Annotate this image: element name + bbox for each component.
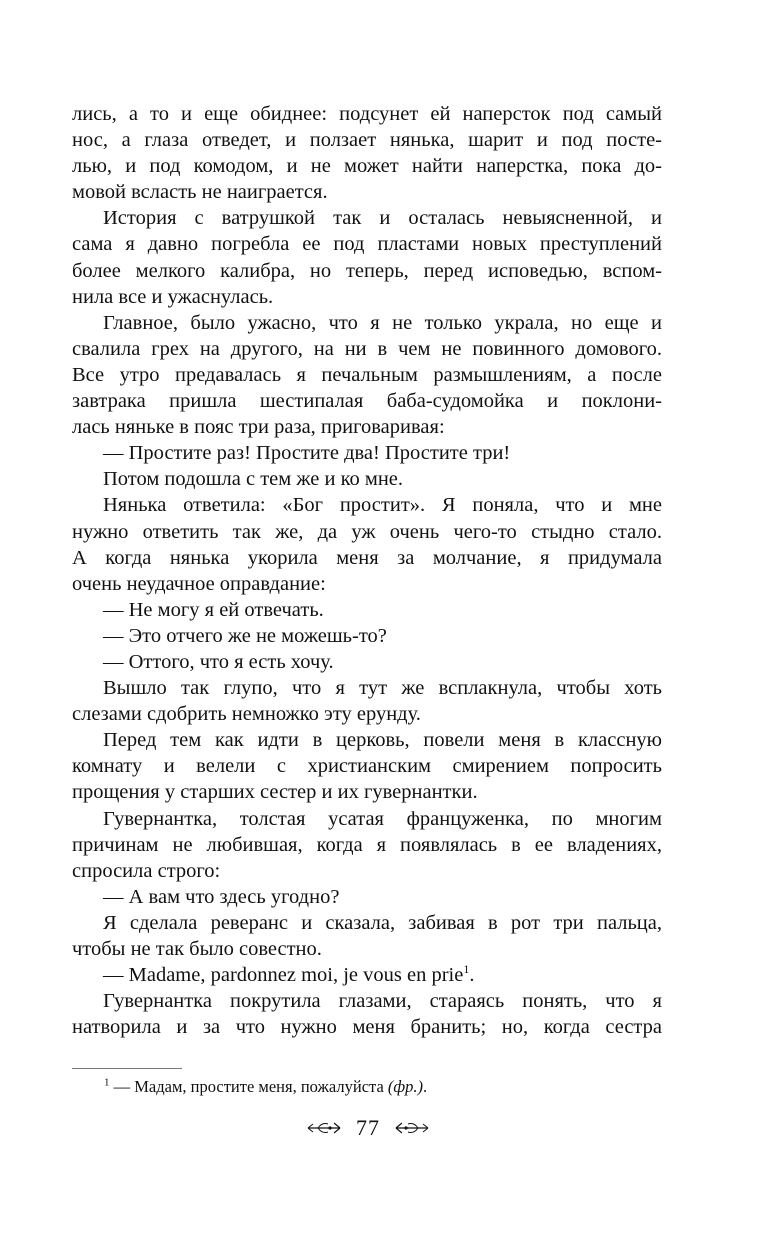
text-line: более мелкого калибра, но теперь, перед исповедью, вспом- — [72, 259, 662, 282]
text-line: Гувернантка покрутила глазами, стараясь понять, что я — [103, 990, 662, 1013]
dialogue-line: — А вам что здесь угодно? — [103, 885, 340, 908]
text-line: лью, и под комодом, и не может найти наперстка, пока до- — [72, 155, 662, 178]
text-line: прощения у старших сестер и их гувернантки. — [72, 781, 478, 804]
footnote-marker: 1 — [104, 1076, 110, 1089]
sentence-period: . — [469, 964, 475, 987]
text-line: А когда нянька укорила меня за молчание, я придумала — [72, 546, 662, 569]
text-line: лась няньке в пояс три раза, приговаривая: — [72, 416, 445, 439]
dialogue-line: — Это отчего же не можешь-то? — [103, 624, 387, 647]
dialogue-line: — Оттого, что я есть хочу. — [103, 650, 334, 673]
footnote-reference[interactable]: 1 — [463, 962, 470, 977]
text-line: нос, а глаза отведет, и ползает нянька, шарит и под посте- — [72, 129, 662, 152]
text-line: Я сделала реверанс и сказала, забивая в рот три пальца, — [103, 911, 662, 934]
footnote-language: (фр.) — [387, 1077, 423, 1096]
text-line: Главное, было ужасно, что я не только украла, но еще и — [103, 311, 662, 334]
text-line: мовой всласть не наиграется. — [72, 181, 328, 204]
page-footer — [0, 1115, 736, 1141]
text-line: лись, а то и еще обиднее: подсунет ей наперсток под самый — [72, 103, 662, 125]
text-line: причинам не любившая, когда я появлялась в ее владениях, — [72, 833, 662, 856]
dialogue-line — [72, 962, 662, 988]
text-line: нила все и ужаснулась. — [72, 285, 274, 308]
footnote-text: — Мадам, простите меня, пожалуйста — [109, 1077, 388, 1096]
text-line: Вышло так глупо, что я тут же всплакнула, чтобы хоть — [103, 677, 662, 700]
french-phrase: — Madame, pardonnez moi, je vous en prie — [103, 964, 464, 987]
right-ornament-icon — [392, 1120, 432, 1136]
text-line: очень неудачное оправдание: — [72, 572, 326, 595]
text-line: чтобы не так было совестно. — [72, 938, 322, 960]
text-line: натворила и за что нужно меня бранить; но, когда сестра — [72, 1016, 662, 1039]
text-line: Гувернантка, толстая усатая француженка, по многим — [103, 807, 662, 830]
text-line: История с ватрушкой так и осталась невыясненной, и — [103, 207, 662, 230]
text-line: комнату и велели с христианским смирением попросить — [72, 755, 662, 778]
body-text — [72, 101, 662, 1040]
footnote — [104, 1077, 427, 1097]
footnote-divider — [72, 1068, 182, 1069]
text-line: спросила строго: — [72, 859, 221, 882]
left-ornament-icon — [304, 1120, 344, 1136]
text-line: нужно ответить так же, да уж очень чего-то стыдно стало. — [72, 520, 662, 543]
text-line: Все утро предавалась я печальным размышлениям, а после — [72, 363, 662, 386]
text-line: Нянька ответила: «Бог простит». Я поняла, что и мне — [103, 494, 662, 517]
text-line: завтрака пришла шестипалая баба-судомойка и поклони- — [72, 390, 662, 413]
dialogue-line: — Простите раз! Простите два! Простите три! — [103, 442, 511, 465]
text-line: Перед тем как идти в церковь, повели меня в классную — [103, 729, 662, 752]
text-line: свалила грех на другого, на ни в чем не повинного домового. — [72, 337, 662, 360]
text-line: Потом подошла с тем же и ко мне. — [103, 468, 404, 491]
text-line: сама я давно погребла ее под пластами новых преступлений — [72, 233, 662, 256]
text-line: слезами сдобрить немножко эту ерунду. — [72, 703, 421, 726]
page-number: 77 — [356, 1115, 380, 1140]
dialogue-line: — Не могу я ей отвечать. — [103, 598, 324, 621]
footnote-period: . — [422, 1077, 428, 1096]
